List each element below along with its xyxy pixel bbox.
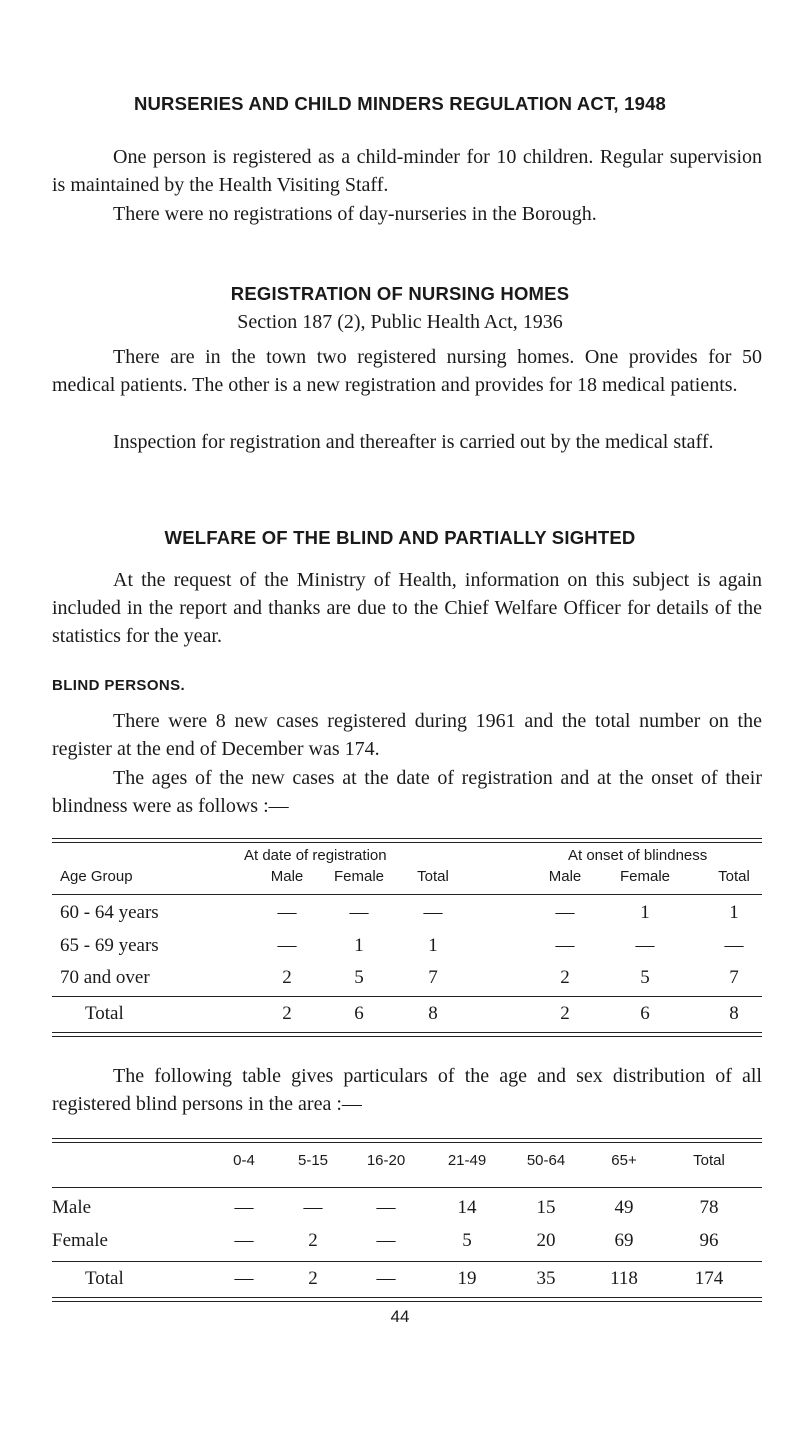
table-cell: 78 <box>699 1197 719 1218</box>
table-cell: 20 <box>536 1230 556 1251</box>
table-cell: 5 <box>640 967 650 988</box>
column-header: Female <box>619 868 671 885</box>
table-cell: — <box>724 935 744 956</box>
table-rule <box>52 1261 762 1262</box>
column-header: Total <box>718 868 750 885</box>
total-cell: 118 <box>610 1268 638 1289</box>
table-cell: 2 <box>560 967 570 988</box>
row-label: Female <box>52 1230 108 1251</box>
total-cell: 174 <box>694 1268 724 1289</box>
row-label: Male <box>52 1197 92 1218</box>
blind-paragraph-1: At the request of the Ministry of Health, information on this subject is again included in the report and thanks are due to the Chief Welfare Officer for details of the statistics for the year. <box>52 569 762 647</box>
column-header: 5-15 <box>297 1152 329 1169</box>
table-rule <box>52 1032 762 1033</box>
table-rule <box>52 996 762 997</box>
row-label: 65 - 69 years <box>60 935 159 956</box>
table-cell: 15 <box>536 1197 556 1218</box>
column-header: Total <box>417 868 449 885</box>
total-label: Total <box>85 1268 124 1289</box>
table-rule <box>52 1301 762 1302</box>
nursing-homes-paragraph-1: There are in the town two registered nursing homes. One provides for 50 medical patients. The other is a new registration and provides for 18 medical patients. <box>52 346 762 396</box>
table-cell: — <box>423 902 443 923</box>
table-rule <box>52 842 762 843</box>
total-cell: 8 <box>428 1003 438 1024</box>
blind-persons-heading: BLIND PERSONS. <box>52 677 186 694</box>
table-cell: — <box>303 1197 323 1218</box>
column-header: Male <box>548 868 582 885</box>
total-cell: 6 <box>640 1003 650 1024</box>
total-cell: 35 <box>536 1268 556 1289</box>
table-cell: 2 <box>282 967 292 988</box>
table-cell: — <box>376 1230 396 1251</box>
table-cell: — <box>349 902 369 923</box>
table-cell: 5 <box>462 1230 472 1251</box>
nurseries-paragraph-2: There were no registrations of day-nurseries in the Borough. <box>113 203 597 225</box>
total-cell: 19 <box>457 1268 477 1289</box>
column-header: 50-64 <box>526 1152 566 1169</box>
blind-paragraph-2: There were 8 new cases registered during 1961 and the total number on the register at the end of December was 174. <box>52 710 762 760</box>
table-cell: 1 <box>640 902 650 923</box>
total-cell: 8 <box>729 1003 739 1024</box>
table-cell: — <box>277 935 297 956</box>
table-rule <box>52 838 762 839</box>
total-cell: 2 <box>560 1003 570 1024</box>
row-label: 60 - 64 years <box>60 902 159 923</box>
nursing-homes-paragraph-2: Inspection for registration and thereafter is carried out by the medical staff. <box>113 431 714 453</box>
total-cell: 6 <box>354 1003 364 1024</box>
table-rule <box>52 1138 762 1139</box>
column-header: Male <box>270 868 304 885</box>
table-rule <box>52 1187 762 1188</box>
section-heading-nurseries: NURSERIES AND CHILD MINDERS REGULATION ACT, 1948 <box>133 93 667 114</box>
table-cell: — <box>234 1197 254 1218</box>
total-cell: — <box>376 1268 396 1289</box>
column-header: Age Group <box>60 868 133 885</box>
section-heading-nursing-homes: REGISTRATION OF NURSING HOMES <box>230 283 570 304</box>
column-header: 65+ <box>611 1152 637 1169</box>
table-cell: 49 <box>614 1197 634 1218</box>
table-cell: 7 <box>729 967 739 988</box>
total-label: Total <box>85 1003 124 1024</box>
group-header-registration: At date of registration <box>244 847 387 864</box>
table-rule <box>52 1036 762 1037</box>
table-cell: — <box>555 902 575 923</box>
distribution-paragraph: The following table gives particulars of the age and sex distribution of all registered blind persons in the area :— <box>52 1065 762 1115</box>
table-cell: 14 <box>457 1197 477 1218</box>
table-cell: 1 <box>354 935 364 956</box>
column-header: Female <box>333 868 385 885</box>
table-rule <box>52 894 762 895</box>
group-header-onset: At onset of blindness <box>568 847 708 864</box>
table-cell: — <box>277 902 297 923</box>
blind-paragraph-3: The ages of the new cases at the date of registration and at the onset of their blindness were as follows :— <box>52 767 762 817</box>
table-cell: 1 <box>729 902 739 923</box>
table-cell: 69 <box>614 1230 634 1251</box>
table-cell: 1 <box>428 935 438 956</box>
table-cell: — <box>555 935 575 956</box>
row-label: 70 and over <box>60 967 150 988</box>
total-cell: 2 <box>282 1003 292 1024</box>
column-header: Total <box>693 1152 725 1169</box>
table-cell: 2 <box>308 1230 318 1251</box>
table-cell: 5 <box>354 967 364 988</box>
column-header: 0-4 <box>233 1152 255 1169</box>
table-cell: — <box>635 935 655 956</box>
total-cell: 2 <box>308 1268 318 1289</box>
nurseries-paragraph-1: One person is registered as a child-minder for 10 children. Regular supervision is maintained by the Health Visiting Staff. <box>52 146 762 196</box>
table-cell: — <box>376 1197 396 1218</box>
table-cell: 96 <box>699 1230 719 1251</box>
table-cell: — <box>234 1230 254 1251</box>
column-header: 16-20 <box>366 1152 406 1169</box>
section-heading-blind: WELFARE OF THE BLIND AND PARTIALLY SIGHTED <box>164 527 636 548</box>
table-rule <box>52 1297 762 1298</box>
table-cell: 7 <box>428 967 438 988</box>
page-number: 44 <box>390 1307 410 1326</box>
column-header: 21-49 <box>447 1152 487 1169</box>
total-cell: — <box>234 1268 254 1289</box>
section-subheading-nursing-homes: Section 187 (2), Public Health Act, 1936 <box>237 311 563 333</box>
table-rule <box>52 1142 762 1143</box>
